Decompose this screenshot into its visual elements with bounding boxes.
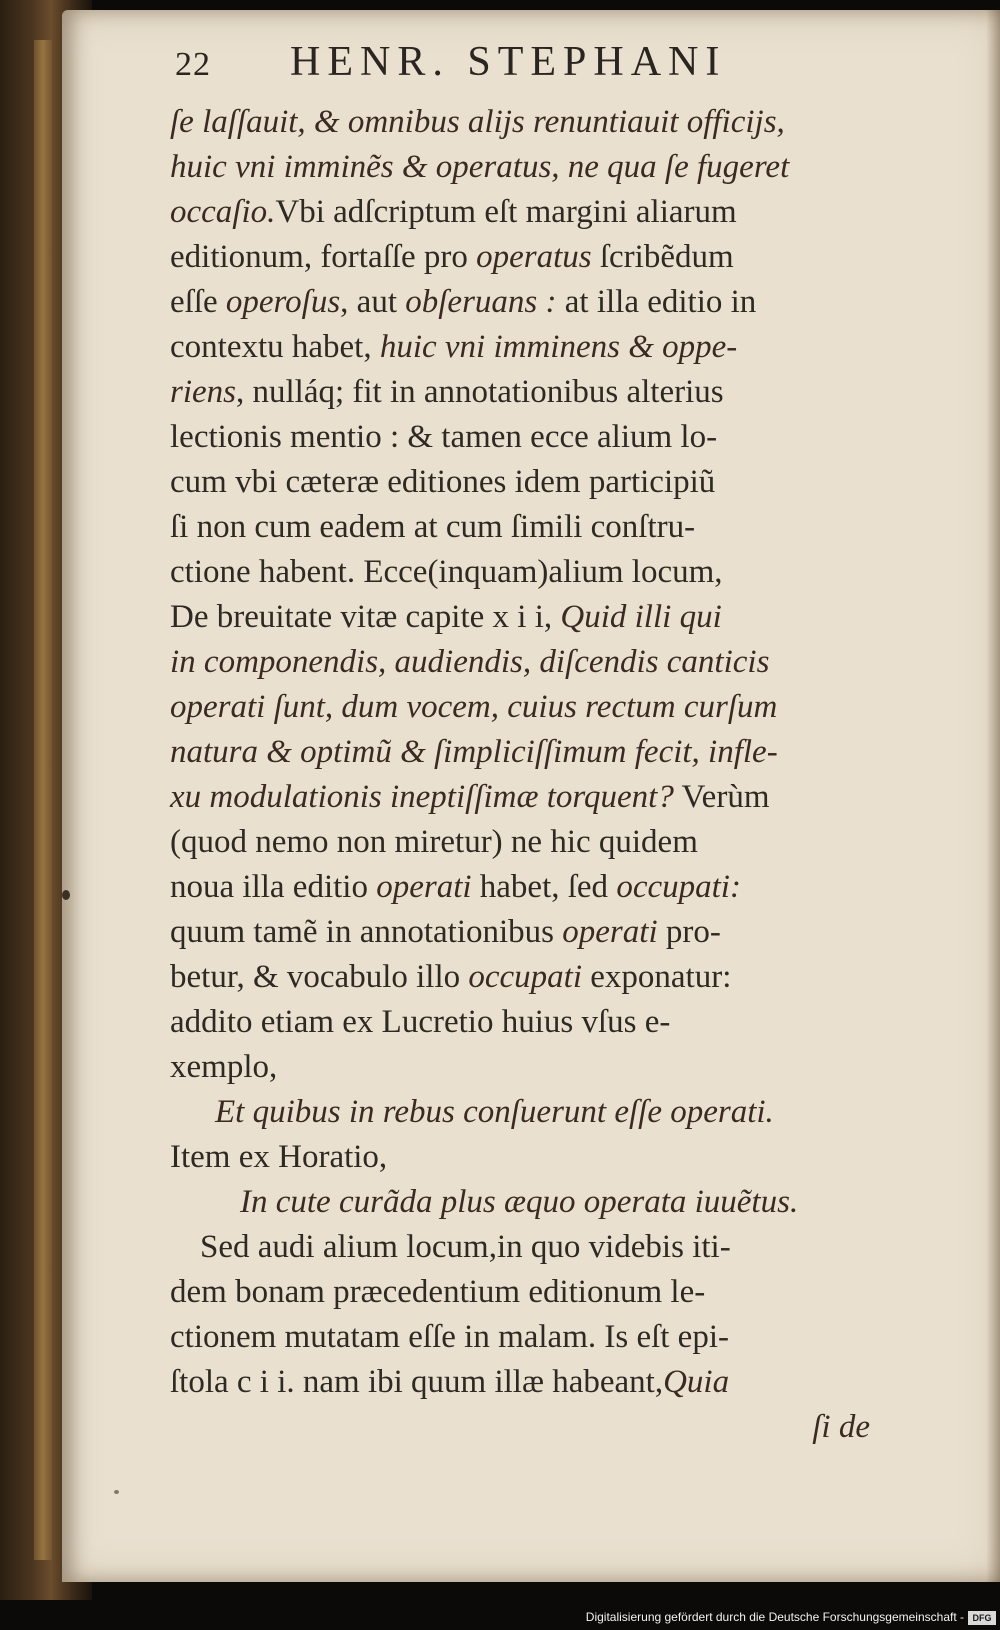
- text-line: [170, 325, 940, 370]
- text-line: [170, 235, 940, 280]
- italic-text: riens: [170, 374, 236, 410]
- roman-text: cum vbi cæteræ editiones idem participiũ: [170, 464, 716, 500]
- text-line: [170, 190, 940, 235]
- italic-text: occupati: [468, 959, 583, 995]
- roman-text: dem bonam præcedentium editionum le-: [170, 1274, 706, 1310]
- footer-bar: [0, 1600, 1000, 1630]
- roman-text: De breuitate vitæ capite x i i,: [170, 599, 561, 635]
- text-line: [170, 280, 940, 325]
- text-line: [170, 145, 940, 190]
- roman-text: , aut: [340, 284, 406, 320]
- page-smudge: [114, 1490, 119, 1494]
- roman-text: ctionem mutatam eſſe in malam. Is eſt epi-: [170, 1319, 729, 1355]
- text-line: [170, 775, 940, 820]
- text-line: [170, 460, 940, 505]
- page-header: [175, 38, 835, 94]
- binding-band: [34, 40, 52, 1560]
- text-line: [170, 370, 940, 415]
- text-line: [170, 415, 940, 460]
- italic-text: huic vni imminens & oppe-: [379, 329, 738, 365]
- text-line: [170, 1225, 940, 1270]
- roman-text: Vbi adſcriptum eſt margini aliarum: [275, 194, 737, 230]
- text-line: [170, 1405, 940, 1450]
- roman-text: contextu habet,: [170, 329, 380, 365]
- roman-text: ſi non cum eadem at cum ſimili conſtru-: [170, 509, 696, 545]
- roman-text: eſſe: [170, 284, 226, 320]
- roman-text: ſtola c i i. nam ibi quum illæ habeant,: [170, 1364, 664, 1400]
- text-line: [170, 1270, 940, 1315]
- roman-text: addito etiam ex Lucretio huius vſus e-: [170, 1004, 671, 1040]
- text-line: [170, 1000, 940, 1045]
- text-block: [170, 100, 940, 1450]
- italic-text: operati ſunt, dum vocem, cuius rectum curſum: [170, 689, 778, 725]
- text-line: [170, 955, 940, 1000]
- text-line: [170, 685, 940, 730]
- text-line: [170, 1315, 940, 1360]
- italic-text: In cute curãda plus æquo operata iuuẽtus.: [240, 1184, 799, 1220]
- text-line: [170, 910, 940, 955]
- italic-text: ſe laſſauit, & omnibus alijs renuntiauit officijs,: [170, 104, 785, 140]
- roman-text: betur, & vocabulo illo: [170, 959, 469, 995]
- italic-text: in componendis, audiendis, diſcendis canticis: [170, 644, 770, 680]
- text-line: [170, 550, 940, 595]
- roman-text: exponatur:: [582, 959, 732, 995]
- roman-text: quum tamẽ in annotationibus: [170, 914, 563, 950]
- roman-text: (quod nemo non miretur) ne hic quidem: [170, 824, 698, 860]
- dfg-logo: DFG: [968, 1611, 996, 1625]
- italic-text: huic vni imminẽs & operatus, ne qua ſe fugeret: [170, 149, 790, 185]
- text-line: [170, 865, 940, 910]
- italic-text: operati: [376, 869, 472, 905]
- text-line: [170, 100, 940, 145]
- italic-text: operati: [562, 914, 658, 950]
- roman-text: noua illa editio: [170, 869, 377, 905]
- text-line: [170, 1360, 940, 1405]
- roman-text: , nulláq; fit in annotationibus alterius: [236, 374, 724, 410]
- italic-text: operoſus: [225, 284, 341, 320]
- roman-text: ctione habent. Ecce(inquam)alium locum,: [170, 554, 723, 590]
- text-line: [170, 1180, 940, 1225]
- page-number: 22: [175, 46, 211, 83]
- text-line: [170, 505, 940, 550]
- italic-text: ſi de: [812, 1409, 870, 1445]
- text-line: [170, 1045, 940, 1090]
- roman-text: xemplo,: [170, 1049, 278, 1085]
- page-smudge: [62, 890, 70, 900]
- italic-text: Quia: [663, 1364, 730, 1400]
- italic-text: occupati:: [616, 869, 741, 905]
- italic-text: natura & optimũ & ſimpliciſſimum fecit, infle-: [170, 734, 778, 770]
- roman-text: Item ex Horatio,: [170, 1139, 388, 1175]
- italic-text: operatus: [476, 239, 592, 275]
- roman-text: lectionis mentio : & tamen ecce alium lo-: [170, 419, 718, 455]
- text-line: [170, 820, 940, 865]
- italic-text: occaſio.: [170, 194, 276, 230]
- italic-text: Quid illi qui: [560, 599, 722, 635]
- digitization-credit: Digitalisierung gefördert durch die Deutsche Forschungsgemeinschaft -: [585, 1610, 964, 1624]
- italic-text: xu modulationis ineptiſſimæ torquent?: [170, 779, 674, 815]
- italic-text: obſeruans :: [405, 284, 557, 320]
- roman-text: at illa editio in: [556, 284, 757, 320]
- roman-text: ſcribẽdum: [591, 239, 734, 275]
- text-line: [170, 595, 940, 640]
- italic-text: Et quibus in rebus conſuerunt eſſe operati.: [215, 1094, 774, 1130]
- roman-text: pro-: [657, 914, 721, 950]
- roman-text: editionum, fortaſſe pro: [170, 239, 477, 275]
- text-line: [170, 730, 940, 775]
- roman-text: Sed audi alium locum,in quo videbis iti-: [200, 1229, 731, 1265]
- text-line: [170, 640, 940, 685]
- text-line: [170, 1135, 940, 1180]
- running-head: HENR. STEPHANI: [290, 39, 727, 85]
- text-line: [170, 1090, 940, 1135]
- roman-text: habet, ſed: [471, 869, 617, 905]
- roman-text: Verùm: [673, 779, 770, 815]
